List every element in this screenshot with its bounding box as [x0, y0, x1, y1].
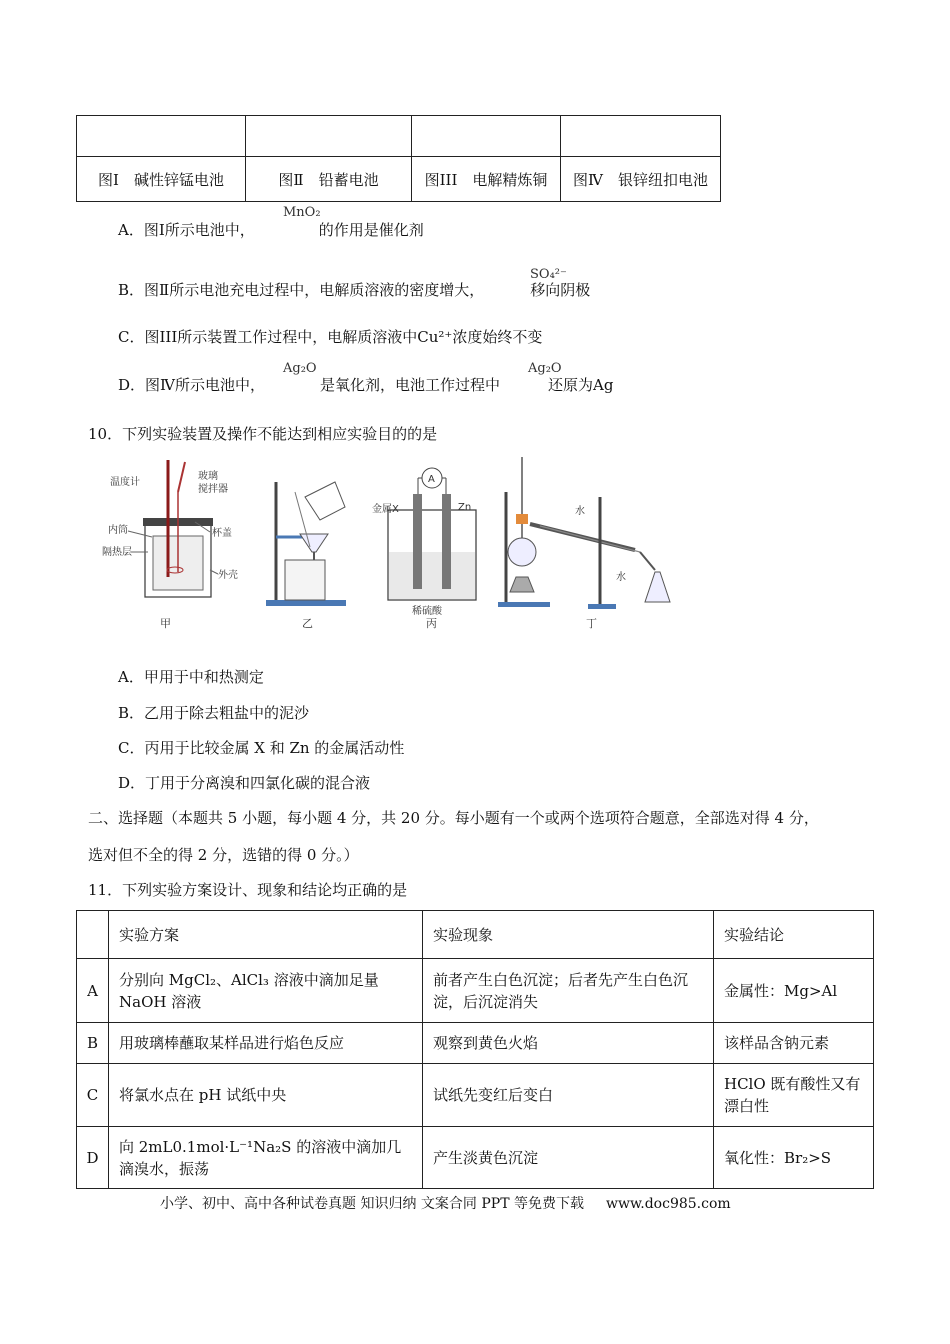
figure-cell-3 — [412, 116, 561, 157]
table-header-row — [77, 911, 874, 959]
q11-stem: 11．下列实验方案设计、现象和结论均正确的是 — [88, 881, 408, 899]
q11-table — [76, 910, 874, 1189]
q9-option-c: C．图III所示装置工作过程中，电解质溶液中Cu²⁺浓度始终不变 — [118, 328, 543, 346]
figure-cell-2 — [246, 116, 412, 157]
phenomenon-cell: 产生淡黄色沉淀 — [423, 1127, 714, 1189]
figure-cell-1 — [77, 116, 246, 157]
caption-yi: 乙 — [302, 617, 313, 630]
figure-caption: 图III 电解精炼铜 — [412, 157, 561, 202]
label-lid: 杯盖 — [212, 528, 232, 539]
formula-ag2o: Ag₂O — [528, 361, 562, 376]
table-header: 实验现象 — [423, 911, 714, 959]
row-label: C — [77, 1064, 109, 1127]
table-header: 实验方案 — [109, 911, 423, 959]
section2-instructions: 二、选择题（本题共 5 小题，每小题 4 分，共 20 分。每小题有一个或两个选项符合题意，全部选对得 4 分， — [88, 809, 819, 827]
plan-cell: 用玻璃棒蘸取某样品进行焰色反应 — [109, 1023, 423, 1064]
label-ammeter: A — [428, 474, 435, 485]
option-text: B．图Ⅱ所示电池充电过程中，电解质溶液的密度增大， — [118, 281, 485, 299]
label-water-out: 水 — [616, 572, 626, 583]
row-label: A — [77, 959, 109, 1023]
label-acid: 稀硫酸 — [412, 606, 442, 617]
q10-option-a: A．甲用于中和热测定 — [118, 668, 264, 686]
q9-option-a — [118, 219, 424, 240]
figure-caption: 图Ⅳ 银锌纽扣电池 — [561, 157, 721, 202]
table-row — [77, 1023, 874, 1064]
caption-bing: 丙 — [426, 617, 437, 630]
phenomenon-cell: 试纸先变红后变白 — [423, 1064, 714, 1127]
formula-mno2: MnO₂ — [283, 205, 321, 220]
caption-jia: 甲 — [160, 617, 171, 630]
q10-option-b: B．乙用于除去粗盐中的泥沙 — [118, 704, 310, 722]
row-label: B — [77, 1023, 109, 1064]
label-water-in: 水 — [575, 506, 585, 517]
caption-ding: 丁 — [586, 617, 597, 630]
phenomenon-cell: 前者产生白色沉淀；后者先产生白色沉淀，后沉淀消失 — [423, 959, 714, 1023]
distillation-figure — [498, 457, 670, 630]
conclusion-cell: 该样品含钠元素 — [714, 1023, 874, 1064]
plan-cell: 向 2mL0.1mol·L⁻¹Na₂S 的溶液中滴加几滴溴水，振荡 — [109, 1127, 423, 1189]
conclusion-cell: HClO 既有酸性又有漂白性 — [714, 1064, 874, 1127]
figure-caption: 图Ⅰ 碱性锌锰电池 — [77, 157, 246, 202]
q9-option-b — [118, 279, 590, 300]
option-text: 移向阴极 — [530, 281, 591, 299]
footer-text: 小学、初中、高中各种试卷真题 知识归纳 文案合同 PPT 等免费下载 — [160, 1196, 584, 1212]
option-text: 还原为Ag — [548, 376, 614, 394]
label-insulation: 隔热层 — [102, 547, 132, 558]
label-zn: Zn — [458, 502, 472, 513]
table-row — [77, 959, 874, 1023]
figure-caption: 图Ⅱ 铅蓄电池 — [246, 157, 412, 202]
option-text: 是氧化剂，电池工作过程中 — [320, 376, 501, 394]
section2-instructions: 选对但不全的得 2 分，选错的得 0 分。） — [88, 846, 359, 864]
plan-cell: 将氯水点在 pH 试纸中央 — [109, 1064, 423, 1127]
label-outer-shell: 外壳 — [218, 570, 238, 581]
label-thermometer: 温度计 — [110, 477, 140, 488]
table-row — [77, 1127, 874, 1189]
galvanic-figure — [372, 468, 476, 630]
label-inner-cylinder: 内筒 — [108, 525, 128, 536]
label-glass-stirrer: 搅拌器 — [198, 484, 228, 495]
formula-ag2o: Ag₂O — [283, 361, 317, 376]
option-text: A．图Ⅰ所示电池中， — [118, 221, 255, 239]
table-row — [77, 1064, 874, 1127]
plan-cell: 分别向 MgCl₂、AlCl₃ 溶液中滴加足量 NaOH 溶液 — [109, 959, 423, 1023]
table-header: 实验结论 — [714, 911, 874, 959]
phenomenon-cell: 观察到黄色火焰 — [423, 1023, 714, 1064]
q10-figure — [100, 452, 680, 637]
q10-option-d: D．丁用于分离溴和四氯化碳的混合液 — [118, 774, 371, 792]
conclusion-cell: 氧化性：Br₂>S — [714, 1127, 874, 1189]
table-header — [77, 911, 109, 959]
label-glass-stirrer: 玻璃 — [198, 471, 218, 482]
q9-option-d — [118, 374, 613, 395]
option-text: 的作用是催化剂 — [318, 221, 424, 239]
label-metal-x: 金属X — [372, 504, 399, 515]
row-label: D — [77, 1127, 109, 1189]
conclusion-cell: 金属性：Mg>Al — [714, 959, 874, 1023]
footer-url[interactable]: www.doc985.com — [605, 1196, 731, 1212]
page-footer — [160, 1193, 731, 1213]
q10-option-c: C．丙用于比较金属 X 和 Zn 的金属活动性 — [118, 739, 405, 757]
figure-cell-4 — [561, 116, 721, 157]
figure-table — [76, 115, 721, 202]
option-text: D．图Ⅳ所示电池中， — [118, 376, 266, 394]
calorimeter-figure — [102, 460, 238, 630]
q10-stem: 10．下列实验装置及操作不能达到相应实验目的的是 — [88, 425, 438, 443]
filtration-figure — [266, 482, 346, 630]
formula-sulfate: SO₄²⁻ — [530, 267, 567, 282]
